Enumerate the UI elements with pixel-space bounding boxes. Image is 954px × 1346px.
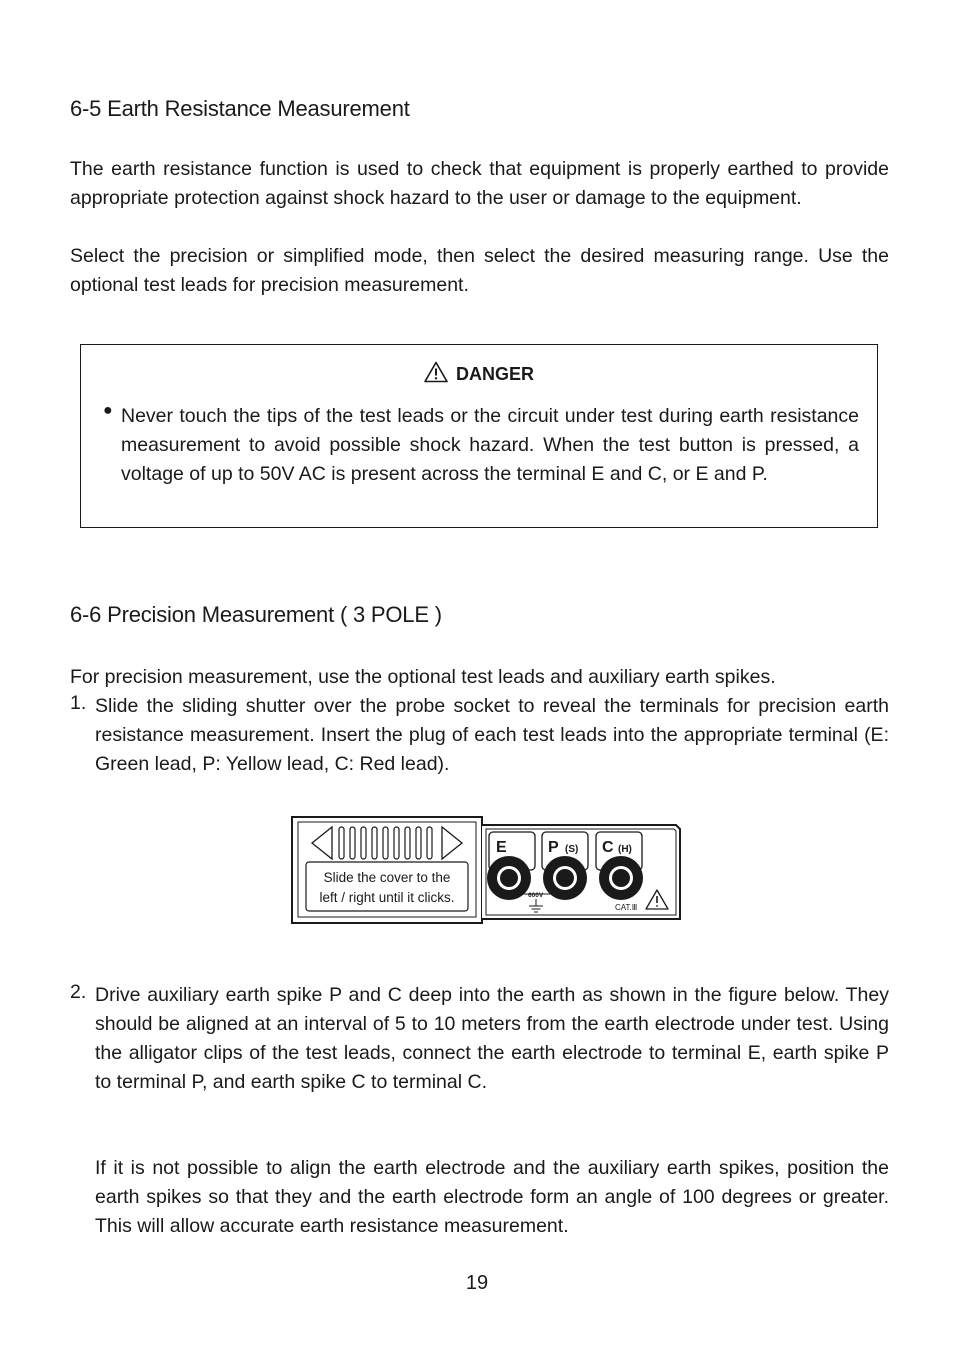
probe-socket-figure [290,815,682,925]
danger-text: Never touch the tips of the test leads or the circuit under test during earth resistance measurement to avoid possible shock hazard. When the test button is pressed, a voltage of up to 50V AC is present across the terminal E and C, or E and P. [121,405,859,485]
section-6-6-title-suffix: ( 3 POLE ) [339,602,442,627]
step-1-text: Slide the sliding shutter over the probe socket to reveal the terminals for precision earth resistance measurement. Insert the plug of each test leads into the appropriate terminal (E: Green lead, P: Yellow lead, C: Red lead). [95,695,889,775]
terminal-panel [482,825,680,919]
warning-triangle-icon [424,361,448,383]
step-2-note: If it is not possible to align the earth electrode and the auxiliary earth spikes, position the earth spikes so that they and the earth electrode form an angle of 100 degrees or greater. This will allow accurate earth resistance measurement. [95,1157,889,1237]
socket-e-icon [487,856,531,900]
terminal-p-label: P [548,839,559,856]
section-6-5-paragraph-1: The earth resistance function is used to check that equipment is properly earthed to provide appropriate protection against shock hazard to the user or damage to the equipment. [70,158,889,209]
danger-label: DANGER [455,364,534,384]
section-6-6-intro: For precision measurement, use the optional test leads and auxiliary earth spikes. [70,666,776,688]
page-number: 19 [465,1272,489,1294]
section-6-6-title [70,602,442,628]
step-2-text: Drive auxiliary earth spike P and C deep into the earth as shown in the figure below. They should be aligned at an interval of 5 to 10 meters from the earth electrode under test. Using the alligator clips of the test leads, connect the earth electrode to terminal E, earth spike P to terminal P, and earth spike C to terminal C. [95,984,889,1093]
terminal-c-sublabel: (H) [618,844,632,855]
category-label: CAT.Ⅲ [615,903,638,912]
danger-box [80,344,878,528]
section-6-6-title-main: 6-6 Precision Measurement [70,602,335,627]
socket-p-icon [543,856,587,900]
cover-instruction-line-1: Slide the cover to the [323,870,451,885]
bullet-icon: ● [103,402,113,419]
socket-c-icon [599,856,643,900]
section-6-5-title: 6-5 Earth Resistance Measurement [70,96,410,121]
terminal-e-label: E [496,839,507,856]
cover-instruction-line-2: left / right until it clicks. [319,890,455,905]
danger-heading [81,361,877,385]
step-1-number: 1. [70,692,87,714]
step-2-number: 2. [70,981,87,1003]
voltage-rating-label: 600V [528,892,544,899]
terminal-p-sublabel: (S) [565,844,579,855]
section-6-5-paragraph-2: Select the precision or simplified mode, then select the desired measuring range. Use the optional test leads for precision measurement. [70,245,889,296]
sliding-cover [292,817,482,923]
terminal-c-label: C [602,839,614,856]
